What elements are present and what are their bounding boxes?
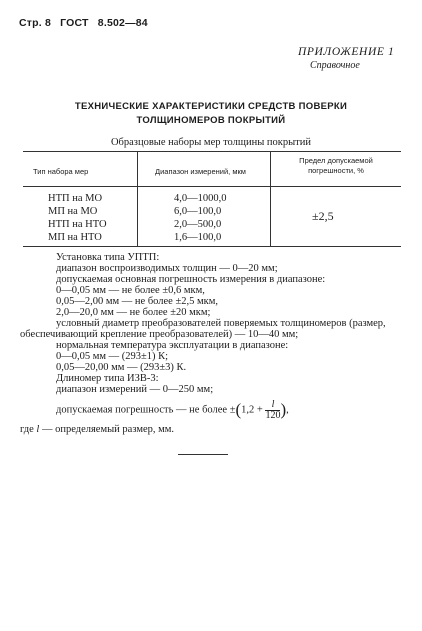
text-line-7: условный диаметр преобразователей поверяемых толщиномеров (размер,	[56, 318, 386, 329]
text-line-6: 2,0—20,0 мм — не более ±20 мкм;	[56, 307, 211, 318]
table-cell-range-1: 4,0—1000,0	[174, 193, 227, 204]
table-col-divider-1	[137, 151, 138, 246]
table-cell-type-4: МП на НТО	[48, 232, 102, 243]
text-line-5: 0,05—2,00 мм — не более ±2,5 мкм,	[56, 296, 218, 307]
doc-title-line2: ТОЛЩИНОМЕРОВ ПОКРЫТИЙ	[136, 115, 286, 126]
text-line-8: обеспечивающий крепление преобразователей) — 10—40 мм;	[20, 329, 299, 340]
table-header-error: Предел допускаемой погрешности, %	[299, 156, 373, 175]
table-cell-type-2: МП на МО	[48, 206, 98, 217]
page-header	[19, 17, 154, 29]
table-col-divider-2	[270, 151, 271, 246]
formula-line: допускаемая погрешность — не более ±(1,2 + $\frac{l}{120}$ ),	[56, 398, 289, 421]
table-cell-error: ±2,5	[312, 209, 334, 223]
table-caption: Образцовые наборы мер толщины покрытий	[110, 137, 312, 148]
table-header-range: Диапазон измерений, мкм	[155, 167, 246, 176]
text-line-4: 0—0,05 мм — не более ±0,6 мкм,	[56, 285, 205, 296]
text-line-3: допускаемая основная погрешность измерения в диапазоне:	[56, 274, 326, 285]
table-header-rule	[23, 186, 401, 187]
table-cell-range-3: 2,0—500,0	[174, 219, 222, 230]
text-line-12: Длиномер типа ИЗВ-3:	[56, 373, 159, 384]
table-cell-range-4: 1,6—100,0	[174, 232, 222, 243]
appendix-ref: Справочное	[310, 60, 360, 71]
table-cell-type-1: НТП на МО	[48, 193, 103, 204]
end-rule	[178, 454, 228, 455]
text-line-2: диапазон воспроизводимых толщин — 0—20 мм;	[56, 263, 278, 274]
text-line-13: диапазон измерений — 0—250 мм;	[56, 384, 214, 395]
appendix-title: ПРИЛОЖЕНИЕ 1	[298, 46, 395, 58]
formula-fraction: $\frac{l}{120}$	[265, 398, 281, 421]
table-header-type: Тип набора мер	[33, 167, 89, 176]
table-cell-type-3: НТП на НТО	[48, 219, 107, 230]
table-cell-range-2: 6,0—100,0	[174, 206, 222, 217]
text-line-11: 0,05—20,00 мм — (293±3) К.	[56, 362, 187, 373]
page-number: Стр. 8	[19, 17, 52, 29]
doc-title-line1: ТЕХНИЧЕСКИЕ ХАРАКТЕРИСТИКИ СРЕДСТВ ПОВЕРКИ	[74, 101, 348, 112]
table-bottom-rule	[23, 246, 401, 247]
text-line-9: нормальная температура эксплуатации в диапазоне:	[56, 340, 289, 351]
standard-number: 8.502—84	[97, 17, 148, 29]
table-top-rule	[23, 151, 401, 152]
standard-label: ГОСТ	[60, 17, 89, 29]
definition-line: где l — определяемый размер, мм.	[20, 424, 175, 435]
text-line-1: Установка типа УПТП:	[56, 252, 160, 263]
text-line-10: 0—0,05 мм — (293±1) К;	[56, 351, 169, 362]
